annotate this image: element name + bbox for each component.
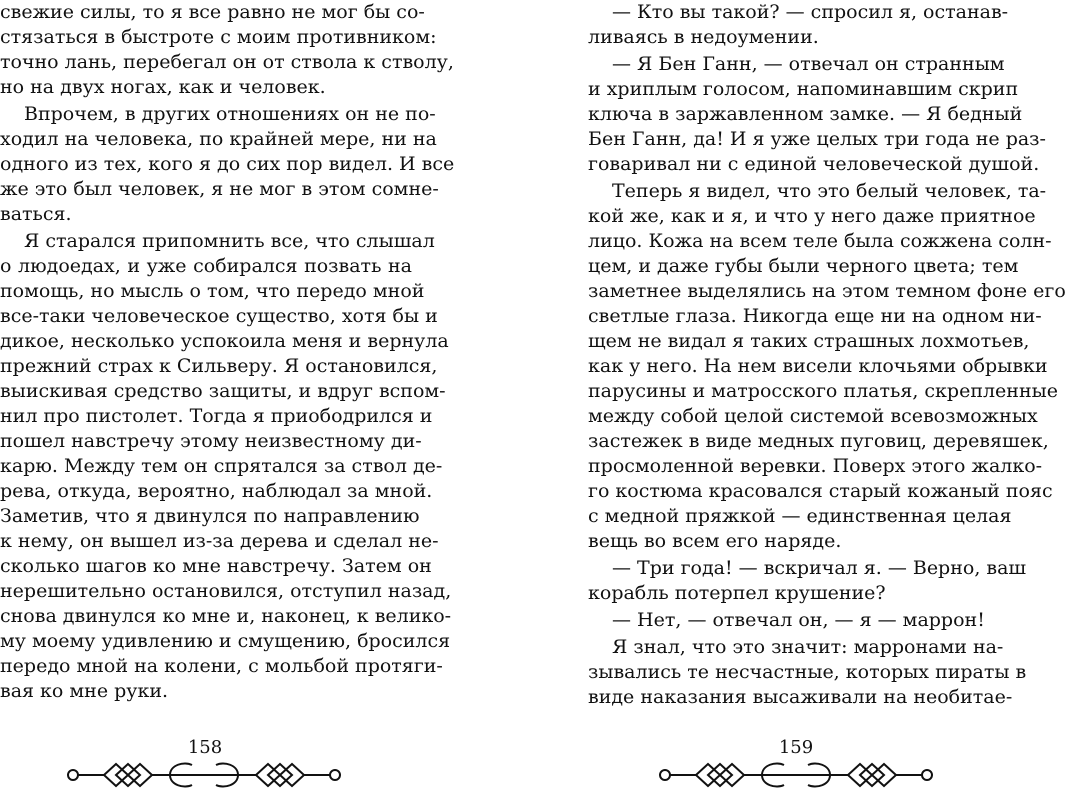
text-line: му моему удивлению и смущению, бросился bbox=[0, 630, 451, 652]
text-line: ключа в заржавленном замке. — Я бедный bbox=[588, 103, 1023, 125]
text-line: но на двух ногах, как и человек. bbox=[0, 76, 326, 98]
text-line: помощь, но мысль о том, что передо мной bbox=[0, 280, 425, 302]
text-line: парусины и матросского платья, скрепленные bbox=[588, 380, 1058, 402]
text-line: застежек в виде медных пуговиц, деревяшек, bbox=[588, 430, 1049, 452]
text-line: ходил на человека, по крайней мере, ни на bbox=[0, 128, 437, 150]
text-line: и хриплым голосом, напоминавшим скрип bbox=[588, 78, 1019, 100]
text-line: Я старался припомнить все, что слышал bbox=[24, 230, 435, 252]
text-line: между собой целой системой всевозможных bbox=[588, 405, 1038, 427]
text-line: Заметив, что я двинулся по направлению bbox=[0, 505, 420, 527]
text-line: как у него. На нем висели клочьями обрывки bbox=[588, 355, 1048, 377]
text-line: дикое, несколько успокоила меня и вернула bbox=[0, 330, 449, 352]
page-ornament-icon bbox=[66, 752, 342, 798]
text-line: передо мной на колени, с мольбой протяги- bbox=[0, 655, 443, 677]
text-line: виде наказания высаживали на необитае- bbox=[588, 686, 1013, 708]
text-line: лицо. Кожа на всем теле была сожжена солн- bbox=[588, 230, 1052, 252]
text-line: с медной пряжкой — единственная целая bbox=[588, 505, 1012, 527]
text-line: о людоедах, и уже собирался позвать на bbox=[0, 255, 412, 277]
text-line: — Кто вы такой? — спросил я, останав- bbox=[612, 1, 1009, 23]
text-line: нил про пистолет. Тогда я приободрился и bbox=[0, 405, 433, 427]
text-line: сколько шагов ко мне навстречу. Затем он bbox=[0, 555, 432, 577]
text-line: заметнее выделялись на этом темном фоне его bbox=[588, 280, 1066, 302]
text-line: стязаться в быстроте с моим противником: bbox=[0, 26, 437, 48]
text-line: рева, откуда, вероятно, наблюдал за мной. bbox=[0, 480, 433, 502]
text-line: все-таки человеческое существо, хотя бы и bbox=[0, 305, 438, 327]
text-line: Я знал, что это значит: марронами на- bbox=[612, 636, 1004, 658]
page-number: 159 bbox=[778, 737, 814, 758]
text-line: ливаясь в недоумении. bbox=[588, 26, 819, 48]
text-line: к нему, он вышел из-за дерева и сделал не- bbox=[0, 530, 439, 552]
text-line: го костюма красовался старый кожаный пояс bbox=[588, 480, 1053, 502]
text-line: вая ко мне руки. bbox=[0, 680, 169, 702]
text-line: пошел навстречу этому неизвестному ди- bbox=[0, 430, 422, 452]
text-line: ваться. bbox=[0, 203, 72, 225]
text-line: нерешительно остановился, отступил назад, bbox=[0, 580, 452, 602]
text-line: выискивая средство защиты, и вдруг вспом- bbox=[0, 380, 446, 402]
text-line: — Три года! — вскричал я. — Верно, ваш bbox=[612, 557, 1027, 579]
text-line: прежний страх к Сильверу. Я остановился, bbox=[0, 355, 438, 377]
text-line: Бен Ганн, да! И я уже целых три года не раз- bbox=[588, 128, 1046, 150]
text-line: говаривал ни с единой человеческой душой. bbox=[588, 153, 1040, 175]
text-line: свежие силы, то я все равно не мог бы со- bbox=[0, 1, 425, 23]
text-line: корабль потерпел крушение? bbox=[588, 582, 886, 604]
text-line: снова двинулся ко мне и, наконец, к велико- bbox=[0, 605, 452, 627]
text-line: же это был человек, я не мог в этом сомне- bbox=[0, 178, 439, 200]
page-ornament-icon bbox=[658, 752, 934, 798]
text-line: одного из тех, кого я до сих пор видел. И все bbox=[0, 153, 455, 175]
text-line: Впрочем, в других отношениях он не по- bbox=[24, 103, 436, 125]
text-line: точно лань, перебегал он от ствола к стволу, bbox=[0, 51, 454, 73]
text-line: карю. Между тем он спрятался за ствол де- bbox=[0, 455, 443, 477]
text-line: щем не видал я таких страшных лохмотьев, bbox=[588, 330, 1030, 352]
text-line: зывались те несчастные, которых пираты в bbox=[588, 661, 1027, 683]
text-line: — Я Бен Ганн, — отвечал он странным bbox=[612, 53, 1005, 75]
text-line: кой же, как и я, и что у него даже приятное bbox=[588, 205, 1036, 227]
text-line: цем, и даже губы были черного цвета; тем bbox=[588, 255, 1019, 277]
text-line: Теперь я видел, что это белый человек, та- bbox=[612, 180, 1047, 202]
text-line: вещь во всем его наряде. bbox=[588, 530, 842, 552]
text-line: просмоленной веревки. Поверх этого жалко- bbox=[588, 455, 1043, 477]
text-line: — Нет, — отвечал он, — я — маррон! bbox=[612, 609, 985, 631]
page-number: 158 bbox=[187, 737, 223, 758]
text-line: светлые глаза. Никогда еще ни на одном ни- bbox=[588, 305, 1042, 327]
